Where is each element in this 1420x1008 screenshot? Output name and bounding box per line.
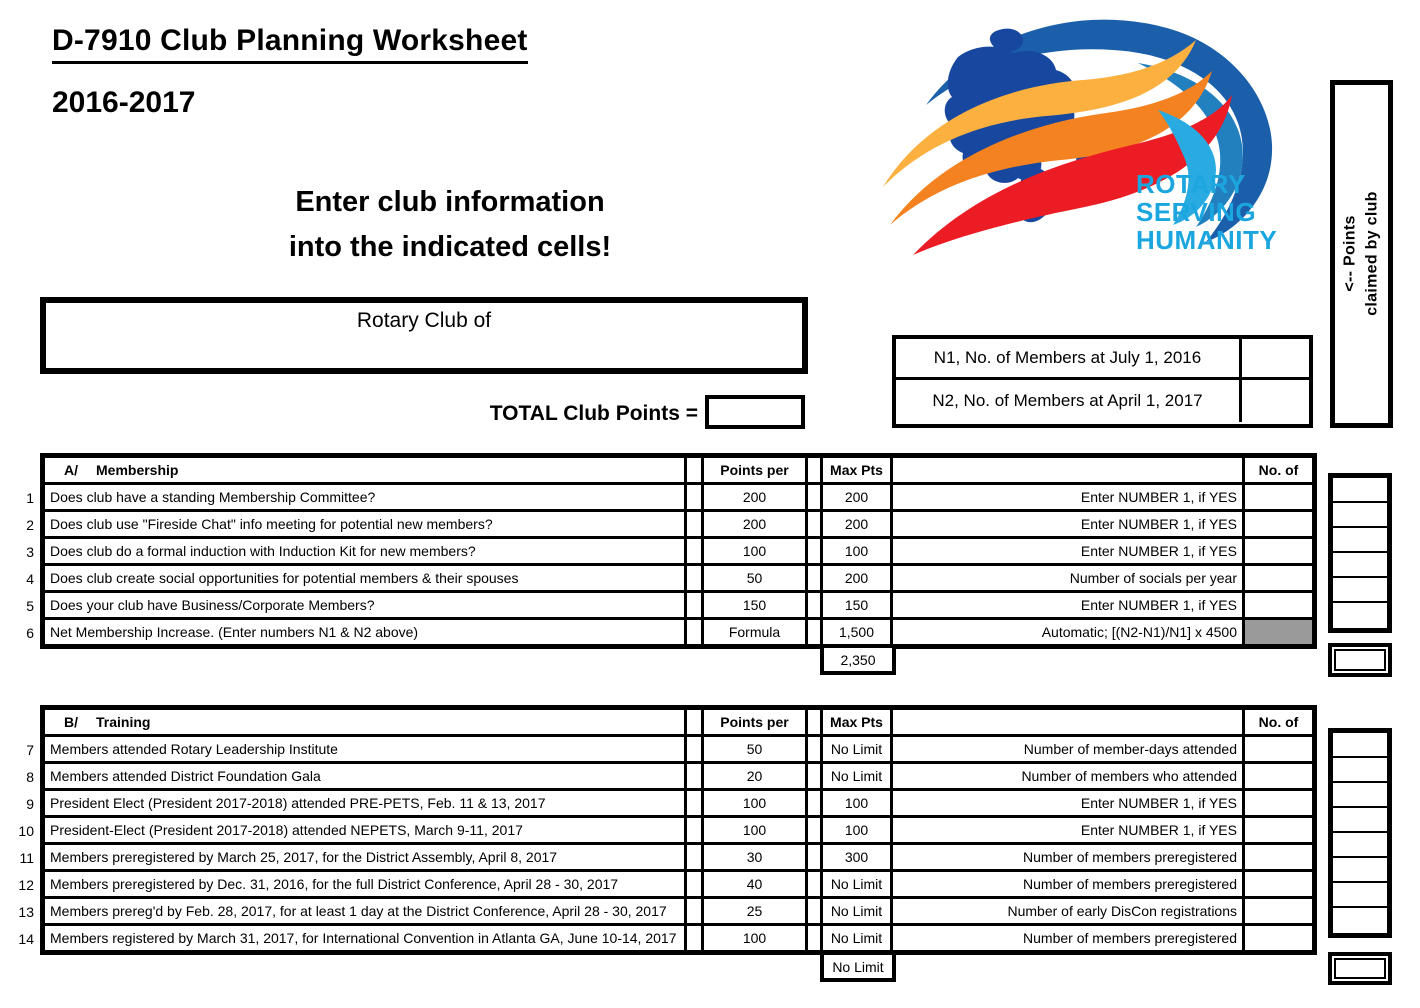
spacer-cell: [687, 845, 704, 869]
page-title: D-7910 Club Planning Worksheet: [52, 24, 528, 64]
row-description: Does club do a formal induction with Induction Kit for new members?: [45, 539, 687, 563]
spacer-cell: [687, 926, 704, 950]
claimed-points-input-cell[interactable]: [1333, 553, 1387, 578]
max-pts-cell: 200: [823, 512, 893, 536]
instruction-cell: Number of socials per year: [893, 566, 1245, 590]
row-description: President Elect (President 2017-2018) attended PRE-PETS, Feb. 11 & 13, 2017: [45, 791, 687, 815]
points-per-cell: 50: [704, 566, 808, 590]
instruction-cell: Enter NUMBER 1, if YES: [893, 791, 1245, 815]
total-club-points-cell: [705, 395, 805, 429]
row-description: Members preregistered by Dec. 31, 2016, for the full District Conference, April 28 - 30, 2017: [45, 872, 687, 896]
table-row: [45, 566, 1312, 593]
points-per-cell: 150: [704, 593, 808, 617]
spacer-cell: [687, 737, 704, 761]
spacer-cell: [808, 845, 823, 869]
claimed-points-input-cell[interactable]: [1333, 528, 1387, 553]
no-of-header: No. of: [1245, 458, 1312, 482]
claimed-points-input-cell[interactable]: [1333, 758, 1387, 783]
n1-input-cell[interactable]: [1239, 339, 1309, 377]
spacer-cell: [687, 620, 704, 644]
table-row: [45, 539, 1312, 566]
claimed-points-input-cell[interactable]: [1333, 833, 1387, 858]
row-numbers-b: [0, 737, 34, 953]
points-per-cell: Formula: [704, 620, 808, 644]
rotary-year: 2016-2017: [52, 86, 196, 119]
instruction-cell: Enter NUMBER 1, if YES: [893, 593, 1245, 617]
max-pts-cell: No Limit: [823, 872, 893, 896]
spacer-cell: [808, 458, 823, 482]
section-a-label: A/: [64, 462, 78, 478]
claimed-points-input-cell[interactable]: [1333, 783, 1387, 808]
spacer-cell: [808, 485, 823, 509]
max-pts-cell: No Limit: [823, 737, 893, 761]
spacer-cell: [808, 593, 823, 617]
spacer-cell: [687, 512, 704, 536]
points-per-cell: 100: [704, 791, 808, 815]
section-b-label: B/: [64, 714, 78, 730]
n1-row: [896, 339, 1309, 380]
table-row: [45, 899, 1312, 926]
instruction-cell: Number of members preregistered: [893, 872, 1245, 896]
spacer-cell: [687, 539, 704, 563]
row-description: President-Elect (President 2017-2018) attended NEPETS, March 9-11, 2017: [45, 818, 687, 842]
row-number: 4: [26, 571, 34, 587]
points-claimed-header-label: [1330, 80, 1393, 428]
points-per-cell: 100: [704, 539, 808, 563]
table-row: [45, 485, 1312, 512]
row-number: 12: [18, 877, 34, 893]
section-a-header: [45, 458, 687, 482]
max-pts-cell: 150: [823, 593, 893, 617]
max-pts-cell: 300: [823, 845, 893, 869]
row-number: 2: [26, 517, 34, 533]
logo-text-serving: SERVING: [1136, 197, 1257, 227]
max-pts-cell: 100: [823, 818, 893, 842]
no-of-input-cell[interactable]: [1245, 899, 1312, 923]
max-pts-cell: 100: [823, 791, 893, 815]
points-per-cell: 20: [704, 764, 808, 788]
spacer-cell: [687, 710, 704, 734]
instruction-line-1: Enter club information: [295, 186, 605, 218]
no-of-input-cell[interactable]: [1245, 845, 1312, 869]
points-per-header: Points per: [704, 458, 808, 482]
row-number: 11: [19, 850, 34, 866]
no-of-input-cell[interactable]: [1245, 593, 1312, 617]
spacer-cell: [687, 764, 704, 788]
no-of-input-cell[interactable]: [1245, 512, 1312, 536]
instruction-cell: Number of member-days attended: [893, 737, 1245, 761]
spacer-cell: [808, 926, 823, 950]
claimed-points-input-cell[interactable]: [1333, 733, 1387, 758]
max-pts-header: Max Pts: [823, 710, 893, 734]
points-claimed-line-1: <-- Points: [1341, 215, 1358, 292]
instruction-header: [893, 710, 1245, 734]
claimed-points-input-cell[interactable]: [1333, 503, 1387, 528]
spacer-cell: [687, 593, 704, 617]
section-b-title: Training: [96, 714, 151, 730]
claimed-points-input-cell[interactable]: [1333, 858, 1387, 883]
points-per-cell: 50: [704, 737, 808, 761]
row-number: 13: [18, 904, 34, 920]
points-per-cell: 200: [704, 512, 808, 536]
spacer-cell: [687, 818, 704, 842]
table-row: [45, 791, 1312, 818]
claimed-points-input-cell[interactable]: [1333, 883, 1387, 908]
n1-label: N1, No. of Members at July 1, 2016: [933, 348, 1202, 367]
club-name-input-box[interactable]: [40, 297, 808, 374]
n2-row: [896, 380, 1309, 422]
row-number: 3: [26, 544, 34, 560]
spacer-cell: [687, 458, 704, 482]
no-of-input-cell[interactable]: [1245, 926, 1312, 950]
n2-label: N2, No. of Members at April 1, 2017: [932, 391, 1203, 410]
points-per-cell: 200: [704, 485, 808, 509]
max-pts-cell: No Limit: [823, 899, 893, 923]
spacer-cell: [808, 764, 823, 788]
max-pts-header: Max Pts: [823, 458, 893, 482]
no-of-input-cell[interactable]: [1245, 818, 1312, 842]
table-row: [45, 872, 1312, 899]
spacer-cell: [808, 791, 823, 815]
points-per-cell: 30: [704, 845, 808, 869]
no-of-input-cell[interactable]: [1245, 566, 1312, 590]
max-pts-cell: 100: [823, 539, 893, 563]
claimed-points-input-cell[interactable]: [1333, 578, 1387, 603]
row-number: 6: [26, 625, 34, 641]
spacer-cell: [808, 620, 823, 644]
training-max-pts-total: No Limit: [820, 951, 896, 982]
spacer-cell: [808, 566, 823, 590]
instruction-cell: Number of members preregistered: [893, 845, 1245, 869]
instruction-header: [893, 458, 1245, 482]
total-club-points-label: TOTAL Club Points =: [489, 402, 698, 425]
row-description: Does your club have Business/Corporate Members?: [45, 593, 687, 617]
instruction-cell: Enter NUMBER 1, if YES: [893, 485, 1245, 509]
points-per-header: Points per: [704, 710, 808, 734]
section-a-title: Membership: [96, 462, 179, 478]
row-number: 1: [26, 490, 34, 506]
logo-text-rotary: ROTARY: [1136, 169, 1246, 199]
row-number: 9: [26, 796, 34, 812]
row-description: Members attended District Foundation Gala: [45, 764, 687, 788]
spacer-cell: [687, 899, 704, 923]
claimed-points-input-cell[interactable]: [1333, 908, 1387, 933]
spacer-cell: [808, 539, 823, 563]
spacer-cell: [687, 485, 704, 509]
instruction-cell: Number of members preregistered: [893, 926, 1245, 950]
max-pts-cell: 1,500: [823, 620, 893, 644]
points-per-cell: 100: [704, 926, 808, 950]
row-description: Net Membership Increase. (Enter numbers N1 & N2 above): [45, 620, 687, 644]
n2-input-cell[interactable]: [1239, 380, 1309, 422]
claimed-points-total-cell-b: [1328, 952, 1392, 985]
spacer-cell: [687, 566, 704, 590]
table-row: [45, 764, 1312, 791]
points-per-cell: 100: [704, 818, 808, 842]
row-number: 7: [26, 742, 34, 758]
spacer-cell: [687, 872, 704, 896]
spacer-cell: [808, 737, 823, 761]
row-description: Does club have a standing Membership Committee?: [45, 485, 687, 509]
table-row: [45, 818, 1312, 845]
max-pts-cell: 200: [823, 485, 893, 509]
spacer-cell: [687, 791, 704, 815]
table-row: [45, 620, 1312, 644]
instruction-cell: Enter NUMBER 1, if YES: [893, 539, 1245, 563]
points-per-cell: 25: [704, 899, 808, 923]
row-number: 14: [18, 931, 34, 947]
no-of-input-cell[interactable]: [1245, 791, 1312, 815]
row-description: Members prereg'd by Feb. 28, 2017, for at least 1 day at the District Conference, April 28 - 30, 2017: [45, 899, 687, 923]
instruction-banner: [240, 180, 660, 270]
instruction-cell: Enter NUMBER 1, if YES: [893, 818, 1245, 842]
max-pts-cell: No Limit: [823, 926, 893, 950]
table-row: [45, 926, 1312, 950]
points-per-cell: 40: [704, 872, 808, 896]
spacer-cell: [808, 872, 823, 896]
logo-text-humanity: HUMANITY: [1136, 225, 1278, 255]
table-row: [45, 512, 1312, 539]
claimed-points-total-cell-a: [1328, 643, 1392, 677]
no-of-input-cell[interactable]: [1245, 737, 1312, 761]
row-description: Members attended Rotary Leadership Institute: [45, 737, 687, 761]
claimed-points-column-b: [1328, 728, 1392, 938]
rotary-serving-humanity-logo: [878, 5, 1310, 261]
claimed-points-input-cell[interactable]: [1333, 478, 1387, 503]
claimed-points-input-cell[interactable]: [1333, 603, 1387, 628]
instruction-line-2: into the indicated cells!: [288, 231, 612, 263]
table-row: [45, 737, 1312, 764]
table-row: [45, 845, 1312, 872]
membership-max-pts-total: 2,350: [820, 644, 896, 675]
row-number: 10: [18, 823, 34, 839]
max-pts-cell: 200: [823, 566, 893, 590]
section-b-header: [45, 710, 687, 734]
instruction-cell: Number of early DisCon registrations: [893, 899, 1245, 923]
claimed-points-input-cell[interactable]: [1333, 808, 1387, 833]
row-number: 5: [26, 598, 34, 614]
row-description: Members preregistered by March 25, 2017, for the District Assembly, April 8, 2017: [45, 845, 687, 869]
spacer-cell: [808, 818, 823, 842]
training-header-row: [45, 710, 1312, 737]
spacer-cell: [808, 710, 823, 734]
row-number: 8: [26, 769, 34, 785]
membership-table: [40, 453, 1317, 649]
no-of-input-cell[interactable]: [1245, 764, 1312, 788]
training-table: [40, 705, 1317, 955]
automatic-formula-cell: [1245, 620, 1312, 644]
membership-header-row: [45, 458, 1312, 485]
max-pts-cell: No Limit: [823, 764, 893, 788]
no-of-input-cell[interactable]: [1245, 872, 1312, 896]
row-description: Does club create social opportunities for potential members & their spouses: [45, 566, 687, 590]
club-box-label: Rotary Club of: [356, 309, 492, 332]
claimed-points-column-a: [1328, 473, 1392, 633]
instruction-cell: Automatic; [(N2-N1)/N1] x 4500: [893, 620, 1245, 644]
instruction-cell: Number of members who attended: [893, 764, 1245, 788]
table-row: [45, 593, 1312, 620]
no-of-input-cell[interactable]: [1245, 485, 1312, 509]
points-claimed-line-2: claimed by club: [1363, 191, 1380, 316]
instruction-cell: Enter NUMBER 1, if YES: [893, 512, 1245, 536]
row-description: Members registered by March 31, 2017, for International Convention in Atlanta GA, June 10-14, 2017: [45, 926, 687, 950]
spacer-cell: [808, 899, 823, 923]
spacer-cell: [808, 512, 823, 536]
no-of-input-cell[interactable]: [1245, 539, 1312, 563]
row-description: Does club use "Fireside Chat" info meeting for potential new members?: [45, 512, 687, 536]
member-count-table: [892, 335, 1313, 428]
row-numbers-a: [0, 485, 34, 647]
no-of-header: No. of: [1245, 710, 1312, 734]
